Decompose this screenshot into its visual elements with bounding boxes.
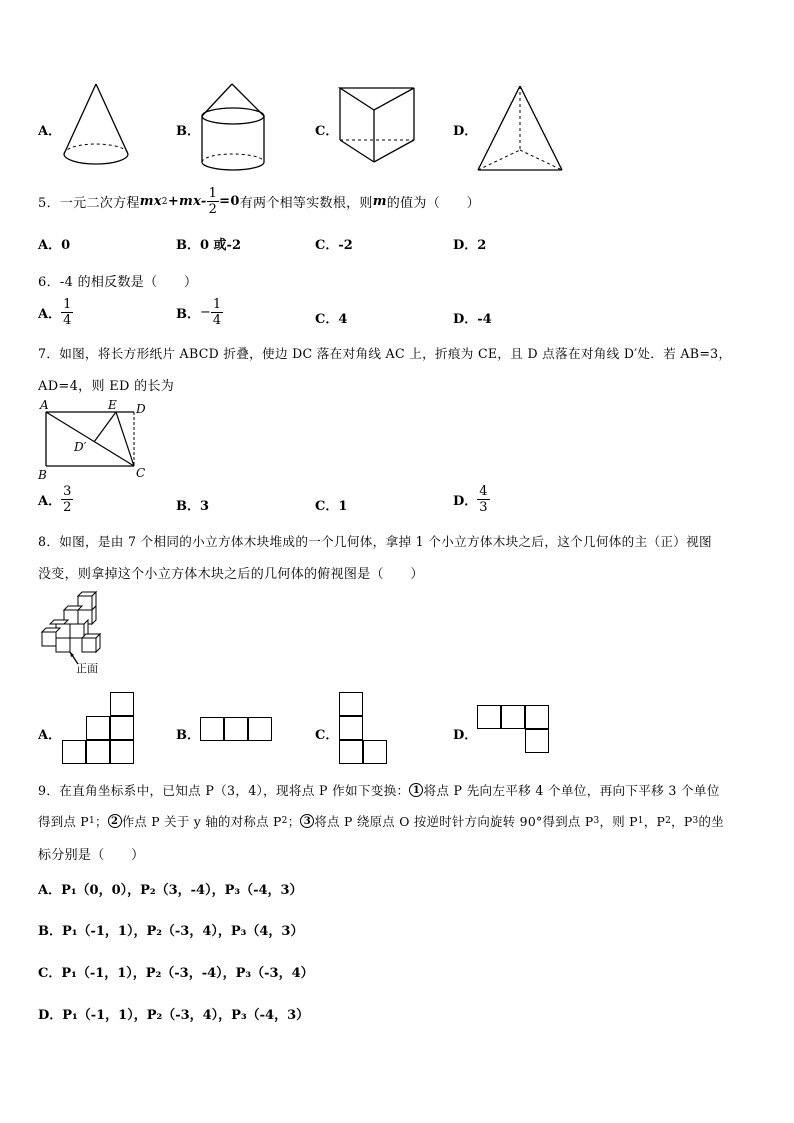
q7-point-c: C <box>136 466 146 480</box>
q7-option-a[interactable] <box>38 484 73 515</box>
q9-line2 <box>38 812 724 830</box>
q9-line1-a: 9．在直角坐标系中，已知点 P（3，4），现将点 P 作如下变换： <box>38 783 410 798</box>
q6-b-fraction <box>211 297 223 328</box>
q5-option-d[interactable]: D．2 <box>453 238 487 253</box>
q7-point-a: A <box>40 398 49 412</box>
q9-sub-1: 1 <box>88 816 95 826</box>
q7-d-label: D． <box>453 494 478 509</box>
q6-option-b[interactable] <box>176 297 223 328</box>
q9-line2-d: ； <box>287 814 301 829</box>
q8-option-a-label[interactable]: A． <box>38 728 62 743</box>
q6-option-a[interactable] <box>38 297 73 328</box>
q8-option-b-label[interactable]: B． <box>176 728 200 743</box>
q6-b-num: 1 <box>212 297 222 312</box>
q6-b-den: 4 <box>212 313 222 328</box>
q5-option-a[interactable]: A．0 <box>38 238 71 253</box>
q7-d-den: 3 <box>479 500 488 515</box>
q7-option-b[interactable]: B．3 <box>176 499 210 514</box>
q7-point-e: E <box>108 398 117 412</box>
q9-line1 <box>38 780 720 799</box>
q6-a-den: 4 <box>63 313 72 328</box>
q9-option-a[interactable]: A．P₁（0，0），P₂（3，-4），P₃（-4，3） <box>38 883 303 898</box>
q5-option-b[interactable]: B．0 或-2 <box>176 238 242 253</box>
q9-option-c[interactable]: C．P₁（-1，1），P₂（-3，-4），P₃（-3，4） <box>38 966 314 981</box>
q6-b-sign: − <box>200 305 211 320</box>
q6-a-num: 1 <box>63 297 72 312</box>
q7-a-den: 2 <box>63 500 72 515</box>
q7-line2: AD=4，则 ED 的长为 <box>38 379 175 394</box>
q9-sub-3b: 3 <box>692 816 699 826</box>
q5-frac-num: 1 <box>208 186 218 201</box>
cylinder-cone-figure <box>198 82 270 172</box>
q7-d-num: 4 <box>479 484 488 499</box>
q9-line2-f: ，则 P <box>599 814 638 829</box>
q9-option-d[interactable]: D．P₁（-1，1），P₂（-3，4），P₃（-4，3） <box>38 1008 310 1023</box>
cone-figure <box>60 82 132 172</box>
q4-option-b-label[interactable]: B． <box>176 124 200 139</box>
q8-option-d-label[interactable]: D． <box>453 728 478 743</box>
q5-number: 5． <box>38 196 60 211</box>
q5-stem-end: 的值为（ ） <box>386 196 480 211</box>
q6-a-label: A． <box>38 307 62 322</box>
q5-eq-c: =0 <box>219 194 240 209</box>
q6-stem: 6．-4 的相反数是（ ） <box>38 275 198 290</box>
q8-line2: 没变，则拿掉这个小立方体木块之后的几何体的俯视图是（ ） <box>38 567 424 582</box>
q9-circle-3: 3 <box>300 814 314 828</box>
q7-point-d: D <box>136 402 146 416</box>
q9-sub-1b: 1 <box>637 816 644 826</box>
q5-var: m <box>372 194 387 209</box>
q9-circle-1: 1 <box>409 783 423 797</box>
q5-stem-pre: 一元二次方程 <box>59 196 140 211</box>
q8-option-c-label[interactable]: C． <box>315 728 339 743</box>
q8-cube-figure <box>38 592 112 682</box>
q6-a-fraction <box>61 297 73 328</box>
q9-line1-b: 将点 P 先向左平移 4 个单位，再向下平移 3 个单位 <box>423 783 720 798</box>
q9-line2-e: 将点 P 绕原点 O 按逆时针方向旋转 90°得到点 P <box>314 814 594 829</box>
q5-option-c[interactable]: C．-2 <box>315 238 353 253</box>
q7-a-label: A． <box>38 494 62 509</box>
q7-option-d[interactable] <box>453 484 490 515</box>
q7-point-b: B <box>38 468 47 482</box>
q5-stem <box>38 186 480 217</box>
q9-sub-2b: 2 <box>665 816 672 826</box>
q8-option-d-grid <box>477 705 551 755</box>
q7-a-num: 3 <box>63 484 72 499</box>
q7-line1: 7．如图，将长方形纸片 ABCD 折叠，使边 DC 落在对角线 AC 上，折痕为 CE，且 D 点落在对角线 D′处．若 AB=3， <box>38 346 732 361</box>
q9-sub-3: 3 <box>593 816 600 826</box>
q7-option-c[interactable]: C．1 <box>315 499 348 514</box>
q6-option-d[interactable]: D．-4 <box>453 312 492 327</box>
q6-b-label: B． <box>176 307 200 322</box>
q8-line1: 8．如图，是由 7 个相同的小立方体木块堆成的一个几何体，拿掉 1 个小立方体木块之后，这个几何体的主（正）视图 <box>38 534 712 549</box>
q9-sub-2: 2 <box>281 816 288 826</box>
q7-a-fraction <box>61 484 73 515</box>
q5-stem-post: 有两个相等实数根，则 <box>239 196 373 211</box>
q8-option-c-grid <box>339 692 389 766</box>
q4-option-a-label[interactable]: A． <box>38 124 62 139</box>
q5-eq-a: mx <box>139 194 162 209</box>
q5-eq-b: +mx- <box>167 194 207 209</box>
q5-fraction <box>207 186 220 217</box>
q7-point-d-prime: D′ <box>74 440 87 454</box>
q7-d-fraction <box>477 484 489 515</box>
q9-option-b[interactable]: B．P₁（-1，1），P₂（-3，4），P₃（4，3） <box>38 924 304 939</box>
triangular-prism-figure <box>338 84 418 174</box>
q9-line2-g: ，P <box>643 814 666 829</box>
q5-eq-sup: 2 <box>161 196 168 207</box>
q7-figure <box>36 398 156 482</box>
q8-front-label: 正面 <box>76 662 98 675</box>
q5-frac-den: 2 <box>208 202 218 217</box>
q8-option-b-grid <box>200 717 274 743</box>
q9-line2-a: 得到点 P <box>38 814 89 829</box>
q9-line2-b: ； <box>94 814 108 829</box>
q9-circle-2: 2 <box>108 814 122 828</box>
q8-option-a-grid <box>62 692 136 766</box>
q4-option-d-label[interactable]: D． <box>453 124 478 139</box>
q4-option-c-label[interactable]: C． <box>315 124 339 139</box>
q6-option-c[interactable]: C．4 <box>315 312 348 327</box>
q9-line3: 标分别是（ ） <box>38 848 145 863</box>
pyramid-figure <box>476 84 566 176</box>
q9-line2-h: ，P <box>671 814 693 829</box>
q9-line2-i: 的坐 <box>698 814 724 829</box>
q9-line2-c: 作点 P 关于 y 轴的对称点 P <box>121 814 282 829</box>
